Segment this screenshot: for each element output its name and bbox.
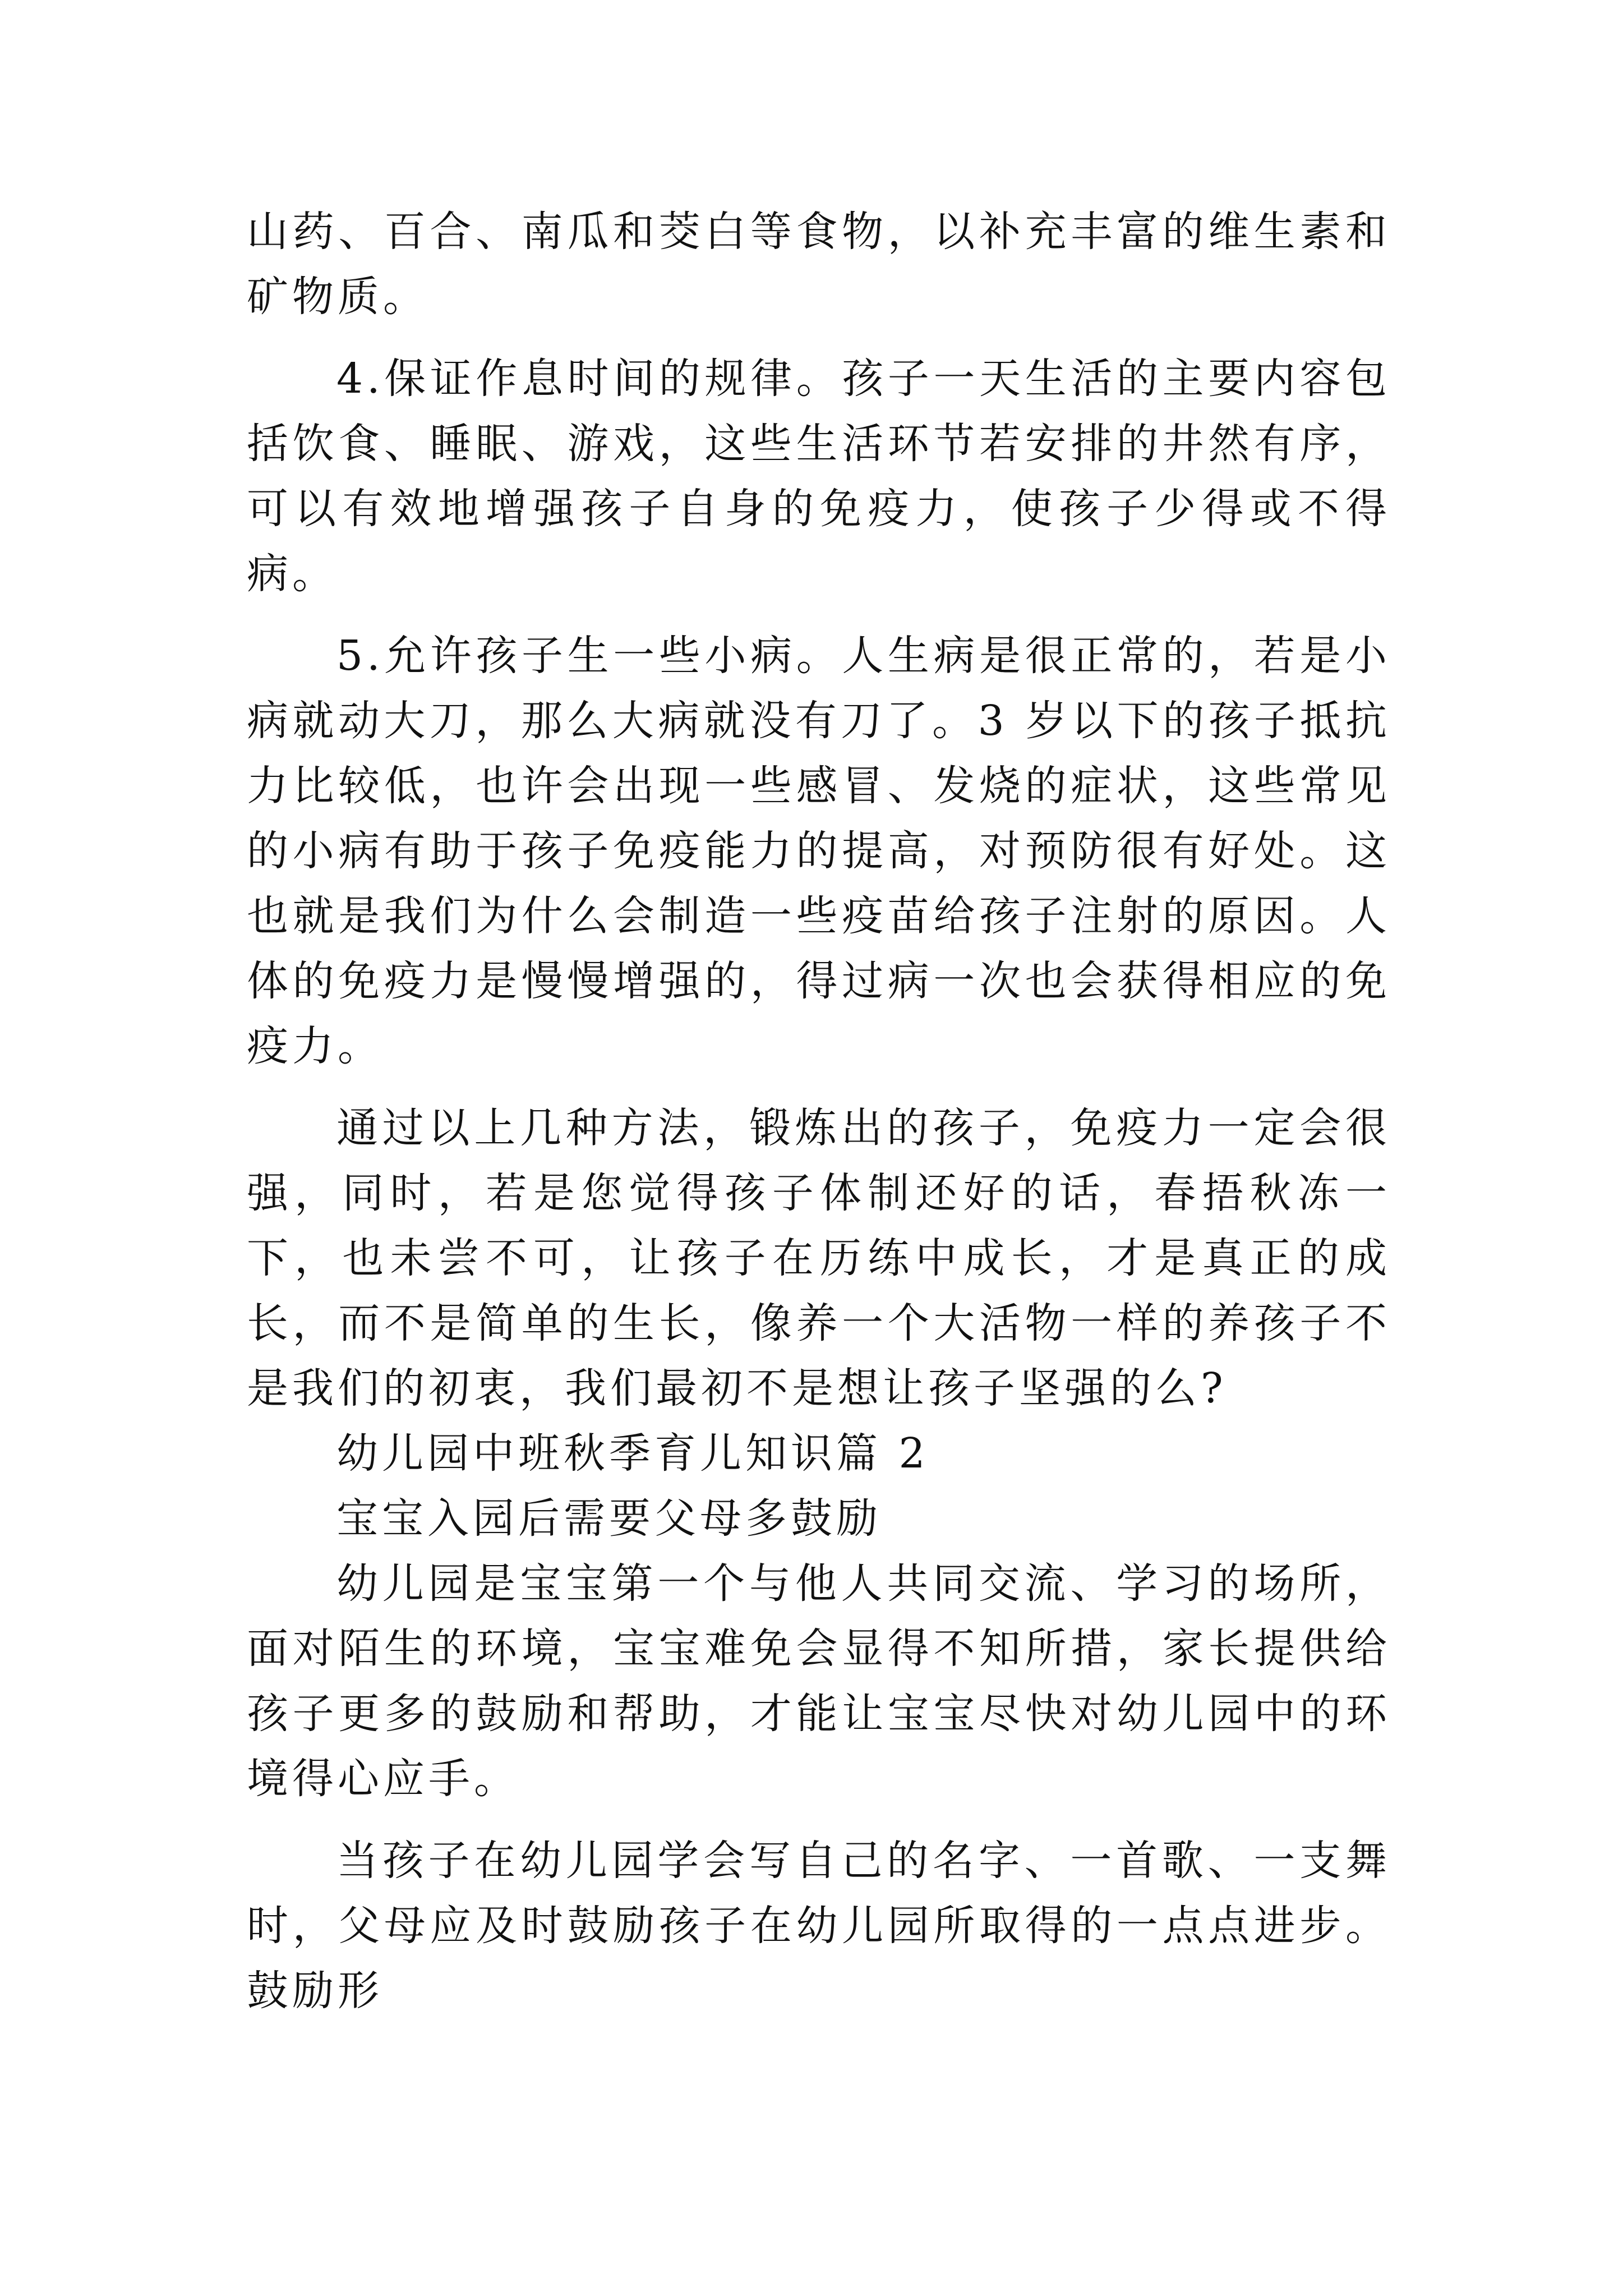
paragraph-item-5: 5.允许孩子生一些小病。人生病是很正常的，若是小病就动大刀，那么大病就没有刀了。3 岁以下的孩子抵抗力比较低，也许会出现一些感冒、发烧的症状，这些常见的小病有助于孩子免疫能力的提高，对预防很有好处。这也就是我们为什么会制造一些疫苗给孩子注射的原因。人体的免疫力是慢慢增强的，得过病一次也会获得相应的免疫力。 — [247, 632, 1391, 1070]
section-subtitle: 宝宝入园后需要父母多鼓励 — [336, 1494, 882, 1543]
paragraph-summary: 通过以上几种方法，锻炼出的孩子，免疫力一定会很强，同时，若是您觉得孩子体制还好的话，春捂秋冻一下，也未尝不可，让孩子在历练中成长，才是真正的成长，而不是简单的生长，像养一个大活物一样的养孩子不是我们的初衷，我们最初不是想让孩子坚强的么? — [247, 1104, 1391, 1412]
paragraph-item-4: 4.保证作息时间的规律。孩子一天生活的主要内容包括饮食、睡眠、游戏，这些生活环节若安排的井然有序，可以有效地增强孩子自身的免疫力，使孩子少得或不得病。 — [247, 355, 1391, 598]
document-body — [247, 199, 1391, 2023]
section-title: 幼儿园中班秋季育儿知识篇 2 — [336, 1429, 929, 1478]
paragraph-encourage: 当孩子在幼儿园学会写自己的名字、一首歌、一支舞时，父母应及时鼓励孩子在幼儿园所取得的一点点进步。鼓励形 — [247, 1837, 1391, 2015]
paragraph-continuation: 山药、百合、南瓜和茭白等食物，以补充丰富的维生素和矿物质。 — [247, 208, 1391, 321]
paragraph-kindergarten: 幼儿园是宝宝第一个与他人共同交流、学习的场所，面对陌生的环境，宝宝难免会显得不知所措，家长提供给孩子更多的鼓励和帮助，才能让宝宝尽快对幼儿园中的环境得心应手。 — [247, 1559, 1391, 1803]
